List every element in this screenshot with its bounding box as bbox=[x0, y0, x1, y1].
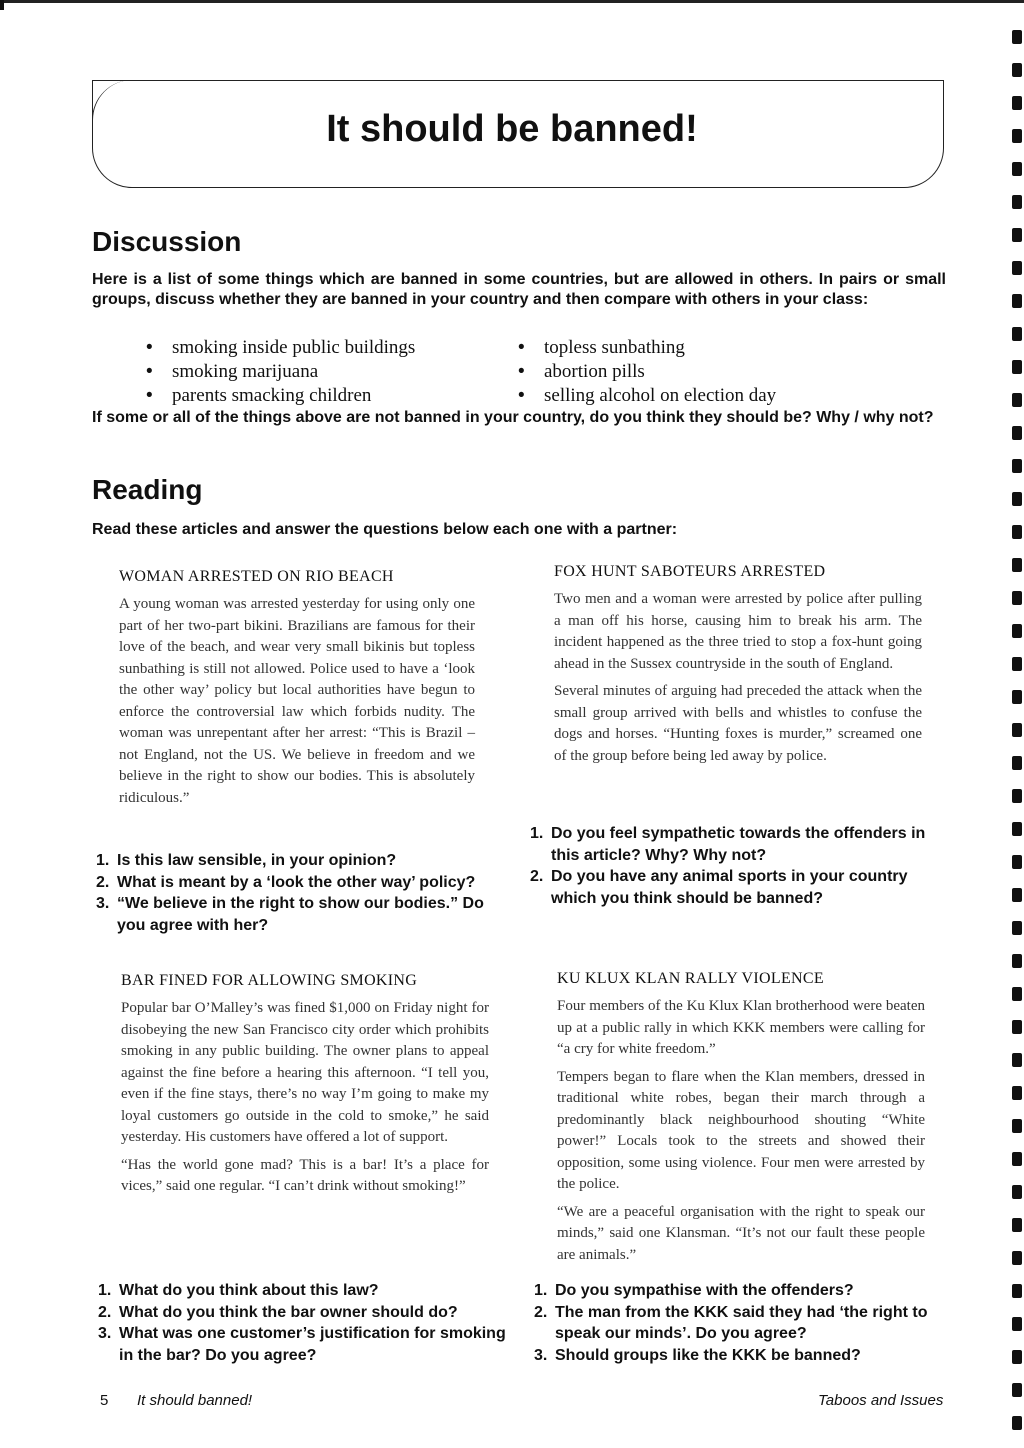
binding-ring bbox=[1012, 756, 1022, 770]
binding-ring bbox=[1012, 1284, 1022, 1298]
list-item: • abortion pills bbox=[518, 360, 776, 384]
article-kkk-rally bbox=[557, 970, 925, 1272]
list-item: • smoking marijuana bbox=[146, 360, 415, 384]
article-bar-fined bbox=[121, 972, 489, 1204]
binding-ring bbox=[1012, 30, 1022, 44]
article-paragraph: Tempers began to flare when the Klan members, dressed in traditional white robes, began their march through a predominantly black neighbourhood shouting “White power!” Locals took to the streets and showed their opposition, some using violence. Four men were arrested by the police. bbox=[557, 1068, 925, 1192]
binding-ring bbox=[1012, 294, 1022, 308]
article-title: WOMAN ARRESTED ON RIO BEACH bbox=[119, 568, 394, 585]
binding-ring bbox=[1012, 1152, 1022, 1166]
binding-ring bbox=[1012, 690, 1022, 704]
question-item: 2. The man from the KKK said they had ‘the right to speak our minds’. Do you agree? bbox=[534, 1303, 928, 1342]
binding-ring bbox=[1012, 1383, 1022, 1397]
page-title: It should be banned! bbox=[326, 108, 698, 150]
question-item: 3. Should groups like the KKK be banned? bbox=[534, 1346, 861, 1364]
article-title: BAR FINED FOR ALLOWING SMOKING bbox=[121, 972, 418, 989]
binding-ring bbox=[1012, 96, 1022, 110]
question-item: 1. Do you feel sympathetic towards the offenders in this article? Why? Why not? bbox=[530, 825, 926, 864]
discussion-question: If some or all of the things above are not banned in your country, do you think they should be? Why / why not? bbox=[92, 409, 934, 426]
binding-ring bbox=[1012, 327, 1022, 341]
binding-ring bbox=[1012, 426, 1022, 440]
binding-ring bbox=[1012, 228, 1022, 242]
reading-heading: Reading bbox=[92, 474, 203, 505]
binding-ring bbox=[1012, 888, 1022, 902]
article-rio-beach bbox=[119, 568, 475, 815]
reading-instruction: Read these articles and answer the questions below each one with a partner: bbox=[92, 521, 678, 538]
binding-ring bbox=[1012, 492, 1022, 506]
question-item: 2. What is meant by a ‘look the other way’ policy? bbox=[96, 873, 476, 891]
question-item: 2. What do you think the bar owner should do? bbox=[98, 1303, 458, 1321]
discussion-list-left bbox=[146, 336, 415, 408]
article-paragraph: “Has the world gone mad? This is a bar! It’s a place for vices,” said one regular. “I can’t drink without smoking!” bbox=[121, 1156, 489, 1194]
binding-ring bbox=[1012, 822, 1022, 836]
footer-chapter: It should banned! bbox=[137, 1392, 253, 1409]
binding-ring bbox=[1012, 360, 1022, 374]
spiral-binding bbox=[1008, 30, 1024, 1430]
binding-ring bbox=[1012, 459, 1022, 473]
binding-ring bbox=[1012, 624, 1022, 638]
binding-ring bbox=[1012, 261, 1022, 275]
binding-ring bbox=[1012, 921, 1022, 935]
binding-ring bbox=[1012, 591, 1022, 605]
list-item: • topless sunbathing bbox=[518, 336, 776, 360]
questions-fox-hunt bbox=[530, 823, 942, 909]
list-item: • smoking inside public buildings bbox=[146, 336, 415, 360]
footer-book-title: Taboos and Issues bbox=[818, 1392, 944, 1409]
question-item: 1. Is this law sensible, in your opinion? bbox=[96, 852, 397, 869]
article-paragraph: “We are a peaceful organisation with the right to speak our minds,” said one Klansman. “It’s not our fault these people are animals.” bbox=[557, 1203, 925, 1263]
questions-bar-fined bbox=[98, 1280, 508, 1366]
binding-ring bbox=[1012, 1086, 1022, 1100]
binding-ring bbox=[1012, 1020, 1022, 1034]
article-title: FOX HUNT SABOTEURS ARRESTED bbox=[554, 563, 826, 580]
binding-ring bbox=[1012, 1185, 1022, 1199]
article-paragraph: Two men and a woman were arrested by police after pulling a man off his horse, causing him to break his arm. The incident happened as the three tried to stop a fox-hunt going ahead in the Sussex countryside in the south of England. bbox=[554, 591, 922, 672]
page-top-edge bbox=[0, 0, 1024, 3]
binding-ring bbox=[1012, 525, 1022, 539]
question-item: 2. Do you have any animal sports in your country which you think should be banned? bbox=[530, 868, 908, 907]
binding-ring bbox=[1012, 657, 1022, 671]
questions-kkk-rally bbox=[534, 1280, 946, 1366]
questions-rio-beach bbox=[96, 850, 516, 936]
discussion-intro: Here is a list of some things which are banned in some countries, but are allowed in others. In pairs or small groups, discuss whether they are banned in your country and then compare with others in your class: bbox=[92, 271, 946, 308]
binding-ring bbox=[1012, 789, 1022, 803]
discussion-heading: Discussion bbox=[92, 226, 242, 257]
article-fox-hunt bbox=[554, 563, 922, 773]
article-paragraph: A young woman was arrested yesterday for using only one part of her two-part bikini. Brazilians are famous for their love of the beach, and wear very small bikinis but topless sunbathing is still not allowed. Police used to have a ‘look the other way’ policy but local authorities have begun to enforce the controversial law which forbids nudity. The woman was unrepentant after her arrest: “This is Brazil – not England, not the US. We believe in freedom and we believe in the right to show our bodies. This is absolutely ridiculous.” bbox=[119, 596, 475, 806]
scan-mark bbox=[0, 0, 4, 10]
binding-ring bbox=[1012, 129, 1022, 143]
question-item: 1. Do you sympathise with the offenders? bbox=[534, 1282, 854, 1299]
binding-ring bbox=[1012, 1218, 1022, 1232]
list-item: • selling alcohol on election day bbox=[518, 384, 776, 408]
binding-ring bbox=[1012, 987, 1022, 1001]
binding-ring bbox=[1012, 855, 1022, 869]
article-paragraph: Popular bar O’Malley’s was fined $1,000 on Friday night for disobeying the new San Francisco city order which prohibits smoking in any public building. The owner plans to appeal against the fine before a hearing this afternoon. “I tell you, even if the fine stays, there’s no way I’m going to make my loyal customers go outside in the cold to smoke,” he said yesterday. His customers have offered a lot of support. bbox=[121, 1000, 489, 1145]
binding-ring bbox=[1012, 1251, 1022, 1265]
question-item: 1. What do you think about this law? bbox=[98, 1282, 379, 1299]
binding-ring bbox=[1012, 723, 1022, 737]
binding-ring bbox=[1012, 63, 1022, 77]
binding-ring bbox=[1012, 1416, 1022, 1430]
binding-ring bbox=[1012, 1053, 1022, 1067]
discussion-list-right bbox=[518, 336, 776, 408]
question-item: 3. What was one customer’s justification for smoking in the bar? Do you agree? bbox=[98, 1325, 506, 1364]
binding-ring bbox=[1012, 393, 1022, 407]
binding-ring bbox=[1012, 162, 1022, 176]
binding-ring bbox=[1012, 954, 1022, 968]
binding-ring bbox=[1012, 558, 1022, 572]
binding-ring bbox=[1012, 1350, 1022, 1364]
article-paragraph: Four members of the Ku Klux Klan brotherhood were beaten up at a public rally in which KKK members were calling for “a cry for white freedom.” bbox=[557, 998, 925, 1057]
page-number: 5 bbox=[100, 1392, 109, 1409]
article-title: KU KLUX KLAN RALLY VIOLENCE bbox=[557, 970, 824, 987]
binding-ring bbox=[1012, 1119, 1022, 1133]
question-item: 3. “We believe in the right to show our bodies.” Do you agree with her? bbox=[96, 895, 484, 934]
article-paragraph: Several minutes of arguing had preceded the attack when the small group arrived with bells and whistles to confuse the dogs and horses. “Hunting foxes is murder,” screamed one of the group before being led away by police. bbox=[554, 683, 922, 764]
list-item: • parents smacking children bbox=[146, 384, 415, 408]
binding-ring bbox=[1012, 1317, 1022, 1331]
binding-ring bbox=[1012, 195, 1022, 209]
